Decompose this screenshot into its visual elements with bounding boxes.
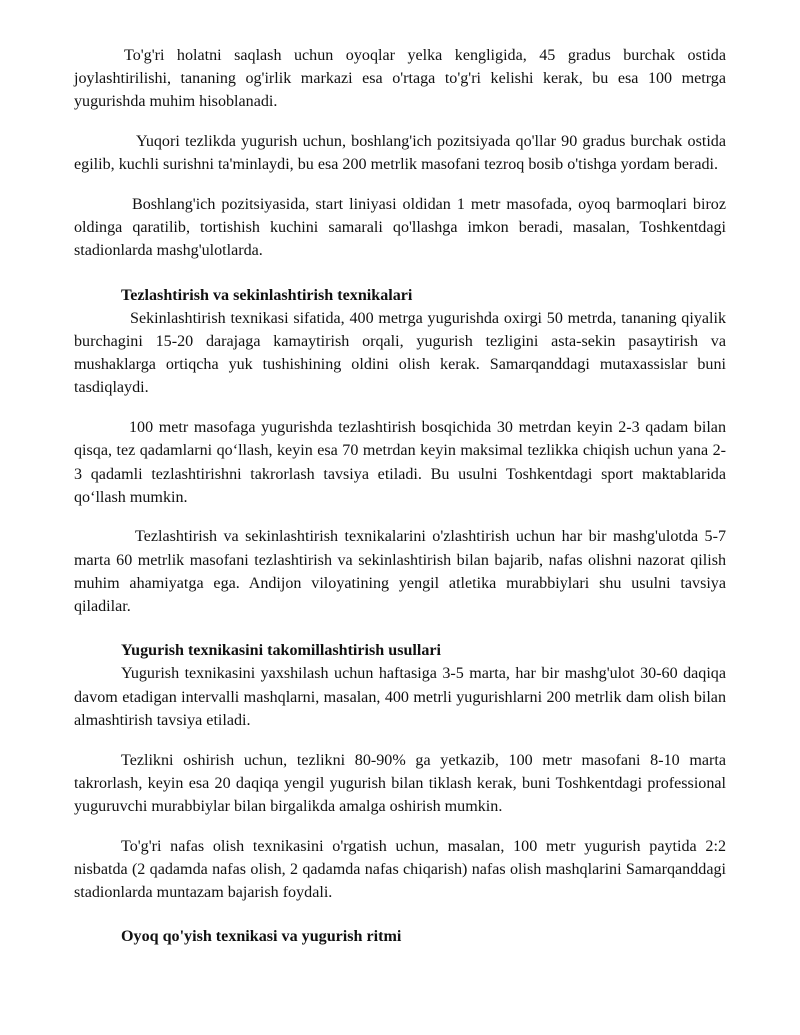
paragraph-breathing: To'g'ri nafas olish texnikasini o'rgatish uchun, masalan, 100 metr yugurish paytida 2:2 nisbatda (2 qadamda nafas olish, 2 qadamda nafas chiqarish) nafas olish mashqlarini Samarqanddagi stadionlarda muntazam bajarish foydali.: [74, 837, 726, 902]
paragraph-interval-training: Yugurish texnikasini yaxshilash uchun haftasiga 3-5 marta, har bir mashg'ulot 30-60 daqiqa davom etadigan intervalli mashqlarni, masalan, 400 metrli yugurishlarni 200 metrlik dam olish bilan almashtirish tavsiya etiladi.: [74, 665, 726, 729]
section-heading-acceleration: Tezlashtirish va sekinlashtirish texnikalari: [121, 286, 413, 304]
section-heading-improvement: Yugurish texnikasini takomillashtirish usullari: [121, 642, 442, 660]
paragraph-acceleration-phase: 100 metr masofaga yugurishda tezlashtirish bosqichida 30 metrdan keyin 2-3 qadam bilan qisqa, tez qadamlarni qo‘llash, keyin esa 70 metrdan keyin maksimal tezlikka chiqish uchun yana 2-3 qadamli tezlashtirishni takrorlash tavsiya etiladi. Bu usulni Toshkentdagi sport maktablarida qo‘llash mumkin.: [74, 419, 726, 506]
paragraph-deceleration: Sekinlashtirish texnikasi sifatida, 400 metrga yugurishda oxirgi 50 metrda, tananing qiyalik burchagini 15-20 darajaga kamaytirish orqali, yugurish tezligini asta-sekin pasaytirish va mushaklarga ortiqcha yuk tushishining oldini olish kerak. Samarqanddagi mutaxassislar buni tasdiqlaydi.: [74, 309, 726, 397]
paragraph-mastery: Tezlashtirish va sekinlashtirish texnikalarini o'zlashtirish uchun har bir mashg'ulotda 5-7 marta 60 metrlik masofani tezlashtirish va sekinlashtirish bilan bajarib, nafas olishni nazorat qilish muhim ahamiyatga ega. Andijon viloyatining yengil atletika murabbiylari shu usulni tavsiya qiladilar.: [74, 528, 726, 616]
paragraph-speed: Tezlikni oshirish uchun, tezlikni 80-90% ga yetkazib, 100 metr masofani 8-10 marta takrorlash, keyin esa 20 daqiqa yengil yugurish bilan tiklash kerak, buni Toshkentdagi professional yuguruvchi murabbiylar bilan birgalikda amalga oshirish mumkin.: [74, 751, 726, 815]
paragraph-arms: Yuqori tezlikda yugurish uchun, boshlang'ich pozitsiyada qo'llar 90 gradus burchak ostida egilib, kuchli surishni ta'minlaydi, bu esa 200 metrlik masofani tezroq bosib o'tishga yordam beradi.: [74, 133, 726, 174]
paragraph-stance: To'g'ri holatni saqlash uchun oyoqlar yelka kengligida, 45 gradus burchak ostida joylashtirilishi, tananing og'irlik markazi esa o'rtaga to'g'ri kelishi kerak, bu esa 100 metrga yugurishda muhim hisoblanadi.: [74, 47, 726, 111]
section-heading-foot-placement: Oyoq qo'yish texnikasi va yugurish ritmi: [121, 928, 402, 946]
paragraph-start-line: Boshlang'ich pozitsiyasida, start liniyasi oldidan 1 metr masofada, oyoq barmoqlari biroz oldinga qaratilib, tortishish kuchini samarali qo'llashga imkon beradi, masalan, Toshkentdagi stadionlarda mashg'ulotlarda.: [74, 196, 726, 260]
document-page: [74, 44, 726, 949]
